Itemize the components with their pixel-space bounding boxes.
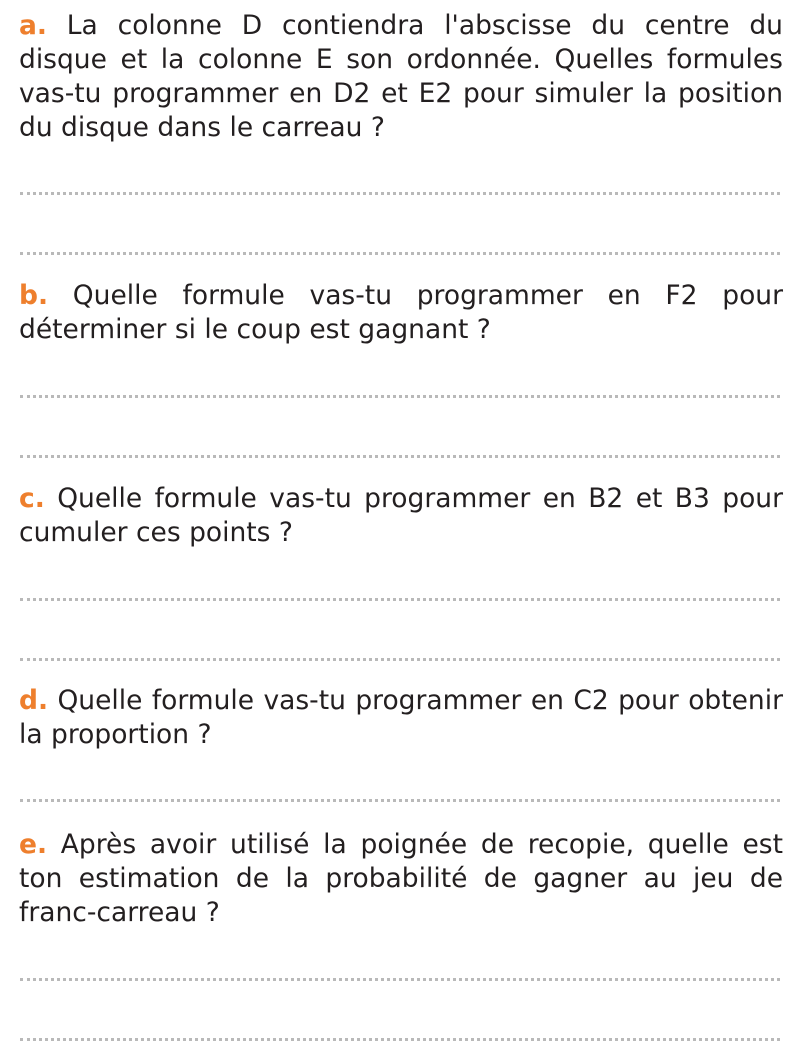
answer-line-e-2[interactable] [20,1038,780,1041]
question-letter-a: a. [19,10,47,41]
question-text-e: Après avoir utilisé la poignée de recopie, quelle est ton estimation de la probabilité de gagner au jeu de franc-carreau ? [19,829,783,928]
question-letter-b: b. [19,280,49,311]
answer-line-c-1[interactable] [20,598,780,601]
question-text-b: Quelle formule vas-tu programmer en F2 pour déterminer si le coup est gagnant ? [19,280,783,345]
question-c [19,482,783,550]
answer-line-e-1[interactable] [20,978,780,981]
answer-line-b-2[interactable] [20,455,780,458]
question-text-a: La colonne D contiendra l'abscisse du centre du disque et la colonne E son ordonnée. Quelles formules vas-tu programmer en D2 et E2 pour simuler la position du disque dans le carreau ? [19,10,783,143]
question-d [19,684,783,752]
question-b [19,279,783,347]
question-text-d: Quelle formule vas-tu programmer en C2 pour obtenir la proportion ? [19,685,783,750]
answer-line-b-1[interactable] [20,395,780,398]
answer-line-a-2[interactable] [20,252,780,255]
answer-line-a-1[interactable] [20,192,780,195]
question-letter-c: c. [19,483,45,514]
answer-line-c-2[interactable] [20,658,780,661]
question-letter-d: d. [19,685,49,716]
question-letter-e: e. [19,829,48,860]
question-e [19,828,783,930]
question-text-c: Quelle formule vas-tu programmer en B2 et B3 pour cumuler ces points ? [19,483,783,548]
answer-line-d-1[interactable] [20,799,780,802]
question-a [19,9,783,145]
